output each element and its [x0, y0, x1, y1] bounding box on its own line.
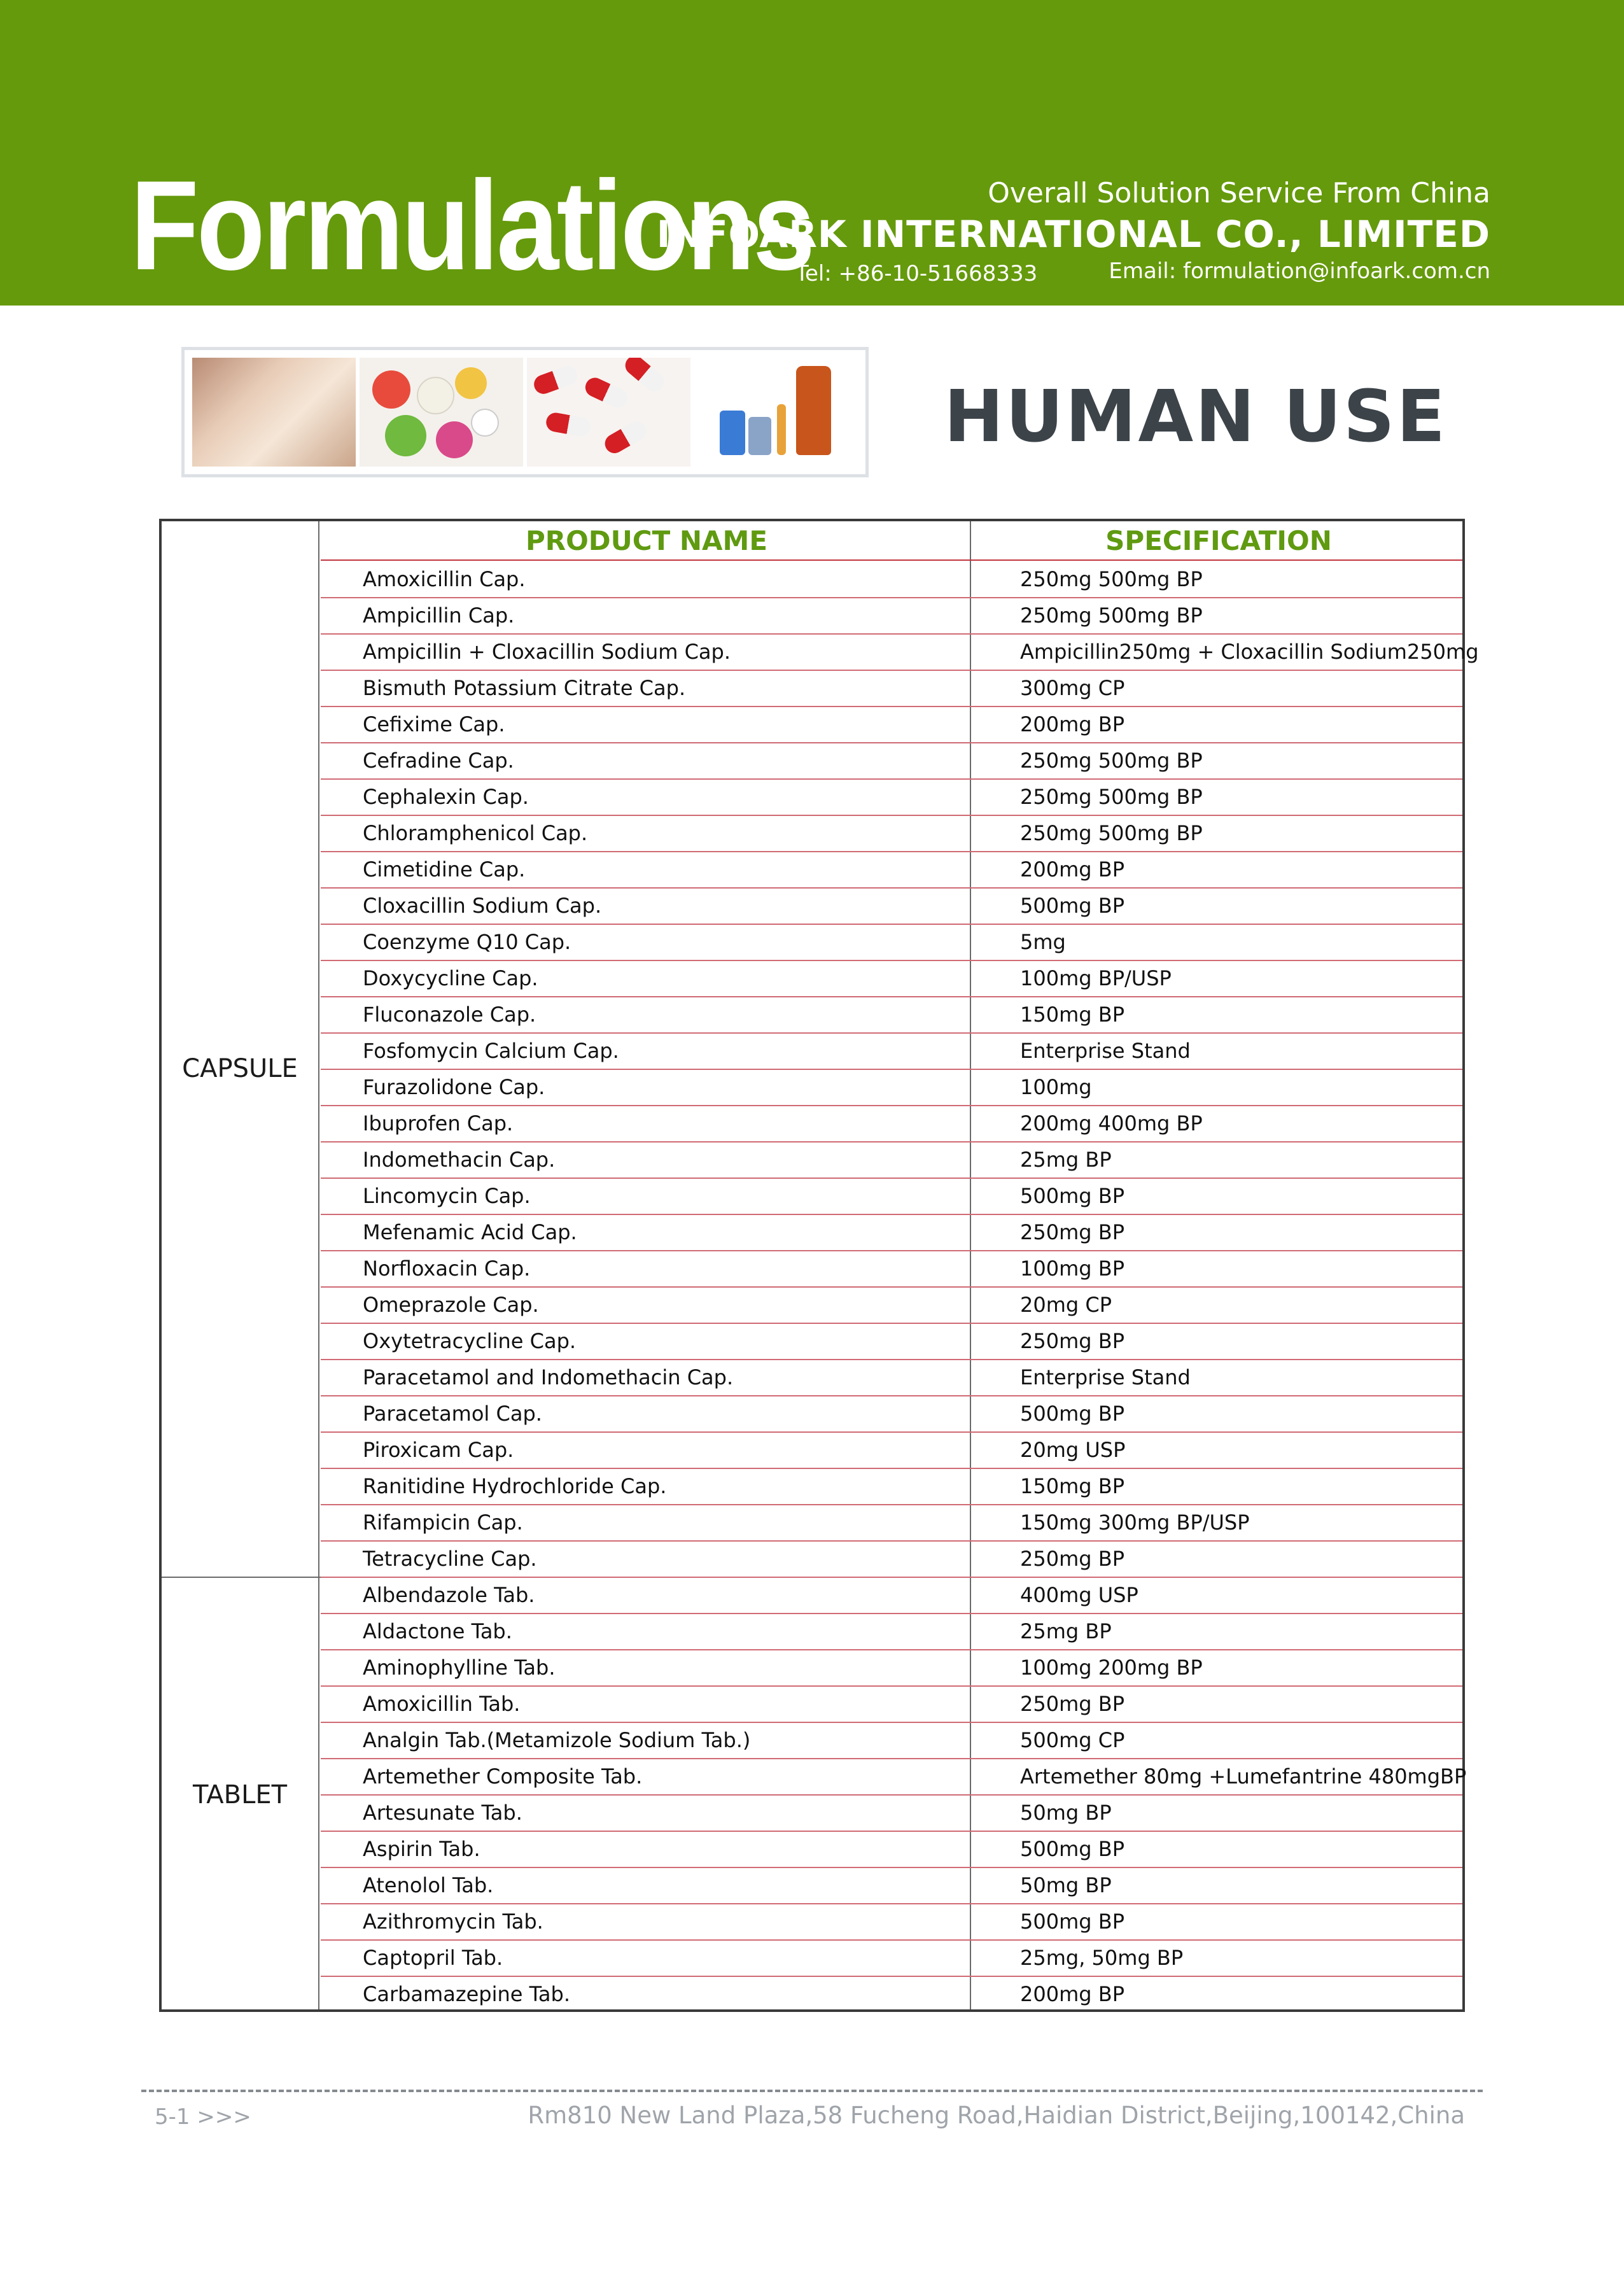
specification-cell: 250mg 500mg BP — [1020, 603, 1203, 628]
specification-cell: 500mg BP — [1020, 1183, 1124, 1208]
product-name-cell: Ampicillin + Cloxacillin Sodium Cap. — [363, 639, 731, 664]
specification-cell: 25mg, 50mg BP — [1020, 1945, 1184, 1970]
table-row — [321, 1395, 1462, 1433]
specification-cell: 250mg 500mg BP — [1020, 748, 1203, 773]
header-product-name: PRODUCT NAME — [525, 524, 768, 556]
table-header — [321, 521, 1462, 561]
specification-cell: 250mg BP — [1020, 1220, 1124, 1244]
specification-cell: 100mg 200mg BP — [1020, 1655, 1203, 1680]
product-name-cell: Artesunate Tab. — [363, 1800, 522, 1825]
product-name-cell: Aminophylline Tab. — [363, 1655, 556, 1680]
specification-cell: 250mg BP — [1020, 1691, 1124, 1716]
product-name-cell: Cimetidine Cap. — [363, 857, 526, 882]
specification-cell: 50mg BP — [1020, 1873, 1112, 1897]
telephone: Tel: +86-10-51668333 — [795, 261, 1038, 286]
product-name-cell: Oxytetracycline Cap. — [363, 1328, 577, 1353]
product-name-cell: Ampicillin Cap. — [363, 603, 515, 628]
table-row — [321, 851, 1462, 889]
specification-cell: 500mg CP — [1020, 1727, 1125, 1752]
product-photo-strip — [181, 347, 869, 477]
product-name-cell: Analgin Tab.(Metamizole Sodium Tab.) — [363, 1727, 751, 1752]
product-name-cell: Indomethacin Cap. — [363, 1147, 556, 1172]
specification-cell: 25mg BP — [1020, 1147, 1112, 1172]
section-title: HUMAN USE — [944, 376, 1447, 458]
specification-cell: 300mg CP — [1020, 675, 1125, 700]
table-row — [321, 960, 1462, 997]
capsules-photo — [527, 358, 690, 467]
table-row — [321, 1359, 1462, 1396]
product-name-cell: Aldactone Tab. — [363, 1619, 512, 1643]
page-number: 5-1 >>> — [155, 2104, 251, 2130]
table-row — [321, 1722, 1462, 1759]
product-name-cell: Captopril Tab. — [363, 1945, 503, 1970]
table-row — [321, 1685, 1462, 1723]
product-name-cell: Carbamazepine Tab. — [363, 1981, 570, 2006]
specification-cell: 100mg BP — [1020, 1256, 1124, 1281]
product-name-cell: Rifampicin Cap. — [363, 1510, 523, 1535]
category-tablet: TABLET — [192, 1780, 288, 1810]
table-row — [321, 561, 1462, 598]
specification-cell: 150mg 300mg BP/USP — [1020, 1510, 1250, 1535]
table-row — [321, 1613, 1462, 1650]
product-name-cell: Mefenamic Acid Cap. — [363, 1220, 577, 1244]
product-name-cell: Omeprazole Cap. — [363, 1292, 539, 1317]
specification-cell: 5mg — [1020, 929, 1066, 954]
category-capsule: CAPSULE — [182, 1054, 298, 1083]
product-name-cell: Coenzyme Q10 Cap. — [363, 929, 571, 954]
table-row — [321, 670, 1462, 707]
table-row — [321, 1867, 1462, 1904]
footer-divider — [141, 2090, 1483, 2092]
product-name-cell: Cefixime Cap. — [363, 712, 505, 736]
product-name-cell: Bismuth Potassium Citrate Cap. — [363, 675, 686, 700]
table-row — [321, 924, 1462, 961]
table-row — [321, 1032, 1462, 1070]
product-name-cell: Artemether Composite Tab. — [363, 1764, 643, 1789]
table-row — [321, 1577, 1462, 1614]
table-row — [321, 1540, 1462, 1578]
table-row — [321, 633, 1479, 671]
product-name-cell: Azithromycin Tab. — [363, 1909, 543, 1934]
table-row — [321, 1794, 1462, 1832]
specification-cell: 250mg 500mg BP — [1020, 784, 1203, 809]
specification-cell: 200mg BP — [1020, 712, 1124, 736]
specification-cell: 25mg BP — [1020, 1619, 1112, 1643]
specification-cell: Artemether 80mg +Lumefantrine 480mgBP — [1020, 1764, 1467, 1789]
column-divider — [318, 521, 319, 2009]
table-row — [321, 1903, 1462, 1941]
product-name-cell: Chloramphenicol Cap. — [363, 820, 588, 845]
table-row — [321, 1141, 1462, 1179]
email-address: Email: formulation@infoark.com.cn — [1109, 258, 1490, 284]
table-row — [321, 1831, 1462, 1868]
specification-cell: 250mg BP — [1020, 1546, 1124, 1571]
specification-cell: 400mg USP — [1020, 1582, 1138, 1607]
specification-cell: 250mg 500mg BP — [1020, 566, 1203, 591]
table-row — [321, 815, 1462, 852]
product-table — [159, 519, 1479, 2012]
product-name-cell: Furazolidone Cap. — [363, 1074, 545, 1099]
table-row — [321, 742, 1462, 780]
specification-cell: Enterprise Stand — [1020, 1365, 1191, 1389]
specification-cell: 20mg USP — [1020, 1437, 1126, 1462]
specification-cell: Ampicillin250mg + Cloxacillin Sodium250mg — [1020, 639, 1479, 664]
product-name-cell: Cloxacillin Sodium Cap. — [363, 893, 602, 918]
table-row — [321, 1649, 1462, 1687]
table-row — [321, 1939, 1462, 1977]
specification-cell: 200mg BP — [1020, 1981, 1124, 2006]
table-row — [321, 887, 1462, 925]
table-row — [321, 1214, 1462, 1251]
table-row — [321, 706, 1462, 743]
header-specification: SPECIFICATION — [1105, 524, 1332, 556]
specification-cell: 50mg BP — [1020, 1800, 1112, 1825]
specification-cell: 20mg CP — [1020, 1292, 1112, 1317]
table-row — [321, 1323, 1462, 1360]
product-name-cell: Amoxicillin Tab. — [363, 1691, 521, 1716]
specification-cell: 250mg BP — [1020, 1328, 1124, 1353]
specification-cell: 250mg 500mg BP — [1020, 820, 1203, 845]
product-name-cell: Piroxicam Cap. — [363, 1437, 514, 1462]
product-name-cell: Cephalexin Cap. — [363, 784, 529, 809]
footer-address: Rm810 New Land Plaza,58 Fucheng Road,Haidian District,Beijing,100142,China — [528, 2102, 1465, 2129]
product-name-cell: Ibuprofen Cap. — [363, 1111, 514, 1135]
product-name-cell: Tetracycline Cap. — [363, 1546, 537, 1571]
product-name-cell: Norfloxacin Cap. — [363, 1256, 531, 1281]
specification-cell: 500mg BP — [1020, 1909, 1124, 1934]
table-row — [321, 996, 1462, 1034]
specification-cell: 500mg BP — [1020, 893, 1124, 918]
specification-cell: 200mg 400mg BP — [1020, 1111, 1203, 1135]
specification-cell: 500mg BP — [1020, 1401, 1124, 1426]
company-name: INFOARK INTERNATIONAL CO., LIMITED — [656, 213, 1490, 256]
table-row — [321, 1105, 1462, 1143]
product-name-cell: Albendazole Tab. — [363, 1582, 535, 1607]
brand-title: Formulations — [130, 155, 813, 297]
table-row — [321, 1976, 1462, 2012]
table-row — [321, 1286, 1462, 1324]
product-name-cell: Lincomycin Cap. — [363, 1183, 531, 1208]
specification-cell: 150mg BP — [1020, 1002, 1124, 1027]
product-name-cell: Cefradine Cap. — [363, 748, 514, 773]
table-row — [321, 1468, 1462, 1505]
tagline: Overall Solution Service From China — [988, 177, 1490, 209]
specification-cell: 100mg — [1020, 1074, 1092, 1099]
product-name-cell: Doxycycline Cap. — [363, 966, 538, 990]
specification-cell: 500mg BP — [1020, 1836, 1124, 1861]
table-row — [321, 1178, 1462, 1215]
table-row — [321, 1504, 1462, 1542]
product-name-cell: Aspirin Tab. — [363, 1836, 480, 1861]
product-name-cell: Fosfomycin Calcium Cap. — [363, 1038, 619, 1063]
table-row — [321, 778, 1462, 816]
product-name-cell: Paracetamol and Indomethacin Cap. — [363, 1365, 734, 1389]
specification-cell: 150mg BP — [1020, 1473, 1124, 1498]
product-name-cell: Ranitidine Hydrochloride Cap. — [363, 1473, 667, 1498]
bottles-photo — [694, 358, 858, 467]
table-row — [321, 1758, 1467, 1796]
table-row — [321, 597, 1462, 635]
specification-cell: Enterprise Stand — [1020, 1038, 1191, 1063]
specification-cell: 200mg BP — [1020, 857, 1124, 882]
pills-photo — [360, 358, 523, 467]
product-name-cell: Paracetamol Cap. — [363, 1401, 542, 1426]
table-row — [321, 1431, 1462, 1469]
specification-cell: 100mg BP/USP — [1020, 966, 1172, 990]
header-banner — [0, 0, 1624, 306]
product-name-cell: Fluconazole Cap. — [363, 1002, 536, 1027]
table-row — [321, 1069, 1462, 1106]
product-name-cell: Atenolol Tab. — [363, 1873, 494, 1897]
table-row — [321, 1250, 1462, 1288]
family-photo — [192, 358, 356, 467]
product-name-cell: Amoxicillin Cap. — [363, 566, 526, 591]
